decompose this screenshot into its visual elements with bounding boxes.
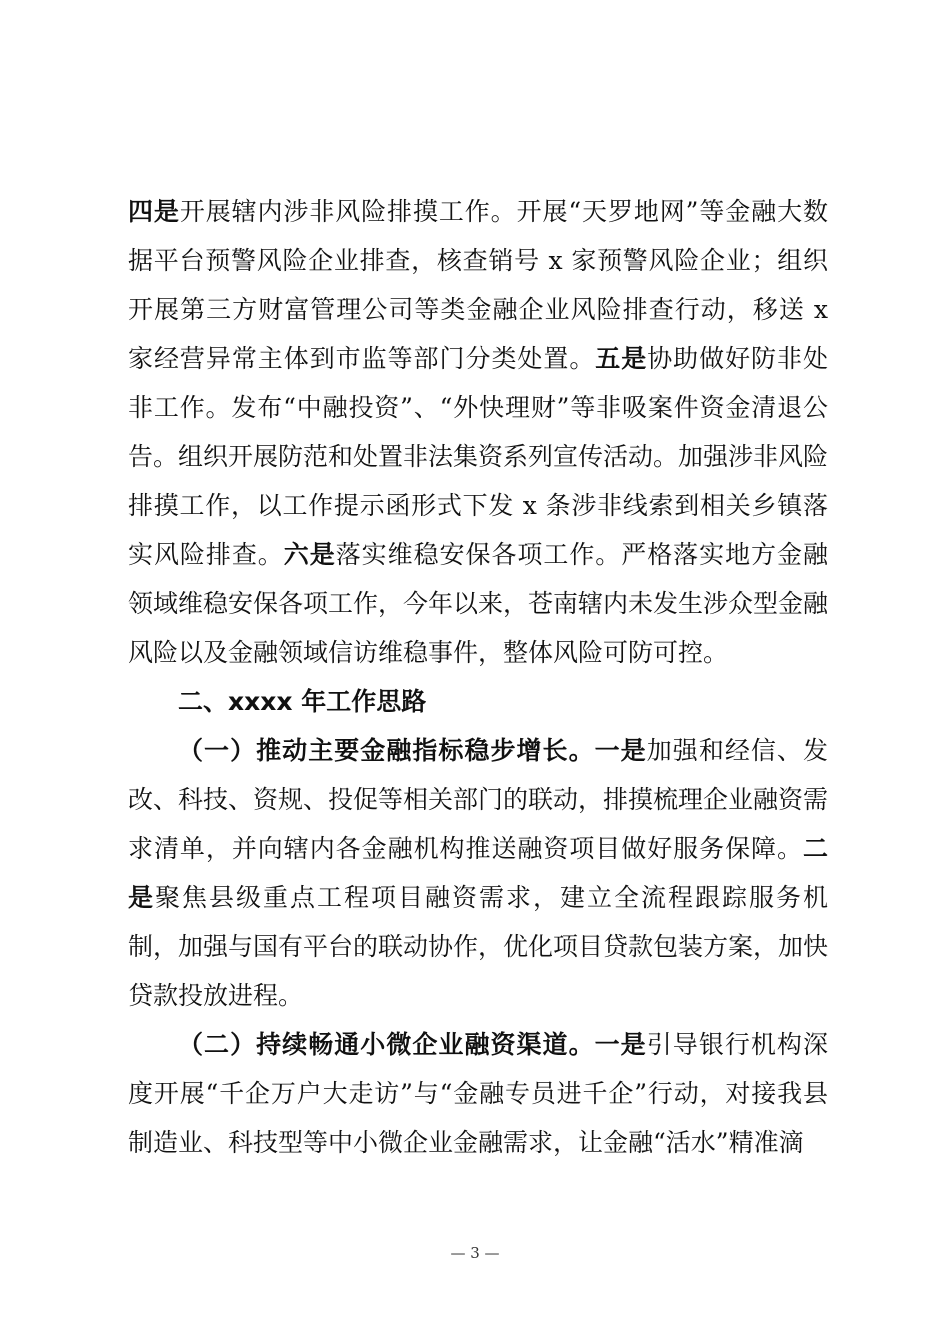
label-five: 五是 [595, 344, 648, 373]
section-1-label-1: 一是 [594, 736, 647, 765]
paragraph-risk-work [128, 187, 828, 677]
label-four: 四是 [128, 197, 180, 226]
section-2-text-1: 引导银行机构深度开展“千企万户大走访”与“金融专员进千企”行动，对接我县制造业、科技型等中小微企业金融需求，让金融“活水”精准滴 [128, 1030, 828, 1157]
section-2-label-1: 一是 [594, 1030, 647, 1059]
text-four: 开展辖内涉非风险排摸工作。开展“天罗地网”等金融大数据平台预警风险企业排查，核查销号 x 家预警风险企业；组织开展第三方财富管理公司等类金融企业风险排查行动，移送 x 家经营异常主体到市监等部门分类处置。 [128, 197, 828, 373]
paragraph-section-1 [128, 726, 828, 1020]
paragraph-section-2 [128, 1020, 828, 1167]
section-1-text-1: 加强和经信、发改、科技、资规、投促等相关部门的联动，排摸梳理企业融资需求清单，并向辖内各金融机构推送融资项目做好服务保障。 [128, 736, 829, 863]
section-2-title: （二）持续畅通小微企业融资渠道。 [178, 1030, 595, 1059]
section-1-text-2: 聚焦县级重点工程项目融资需求，建立全流程跟踪服务机制，加强与国有平台的联动协作，优化项目贷款包装方案，加快贷款投放进程。 [128, 883, 829, 1010]
text-six: 落实维稳安保各项工作。严格落实地方金融领域维稳安保各项工作，今年以来，苍南辖内未发生涉众型金融风险以及金融领域信访维稳事件，整体风险可防可控。 [128, 540, 829, 667]
document-body [128, 187, 828, 1167]
label-six: 六是 [283, 540, 336, 569]
text-five: 协助做好防非处非工作。发布“中融投资”、“外快理财”等非吸案件资金清退公告。组织开展防范和处置非法集资系列宣传活动。加强涉非风险排摸工作，以工作提示函形式下发 x 条涉非线索到相关乡镇落实风险排查。 [128, 344, 829, 569]
section-heading: 二、xxxx 年工作思路 [178, 687, 427, 716]
section-1-title: （一）推动主要金融指标稳步增长。 [178, 736, 595, 765]
section-1-label-2: 二是 [128, 834, 828, 912]
page-number: — 3 — [450, 1244, 500, 1262]
